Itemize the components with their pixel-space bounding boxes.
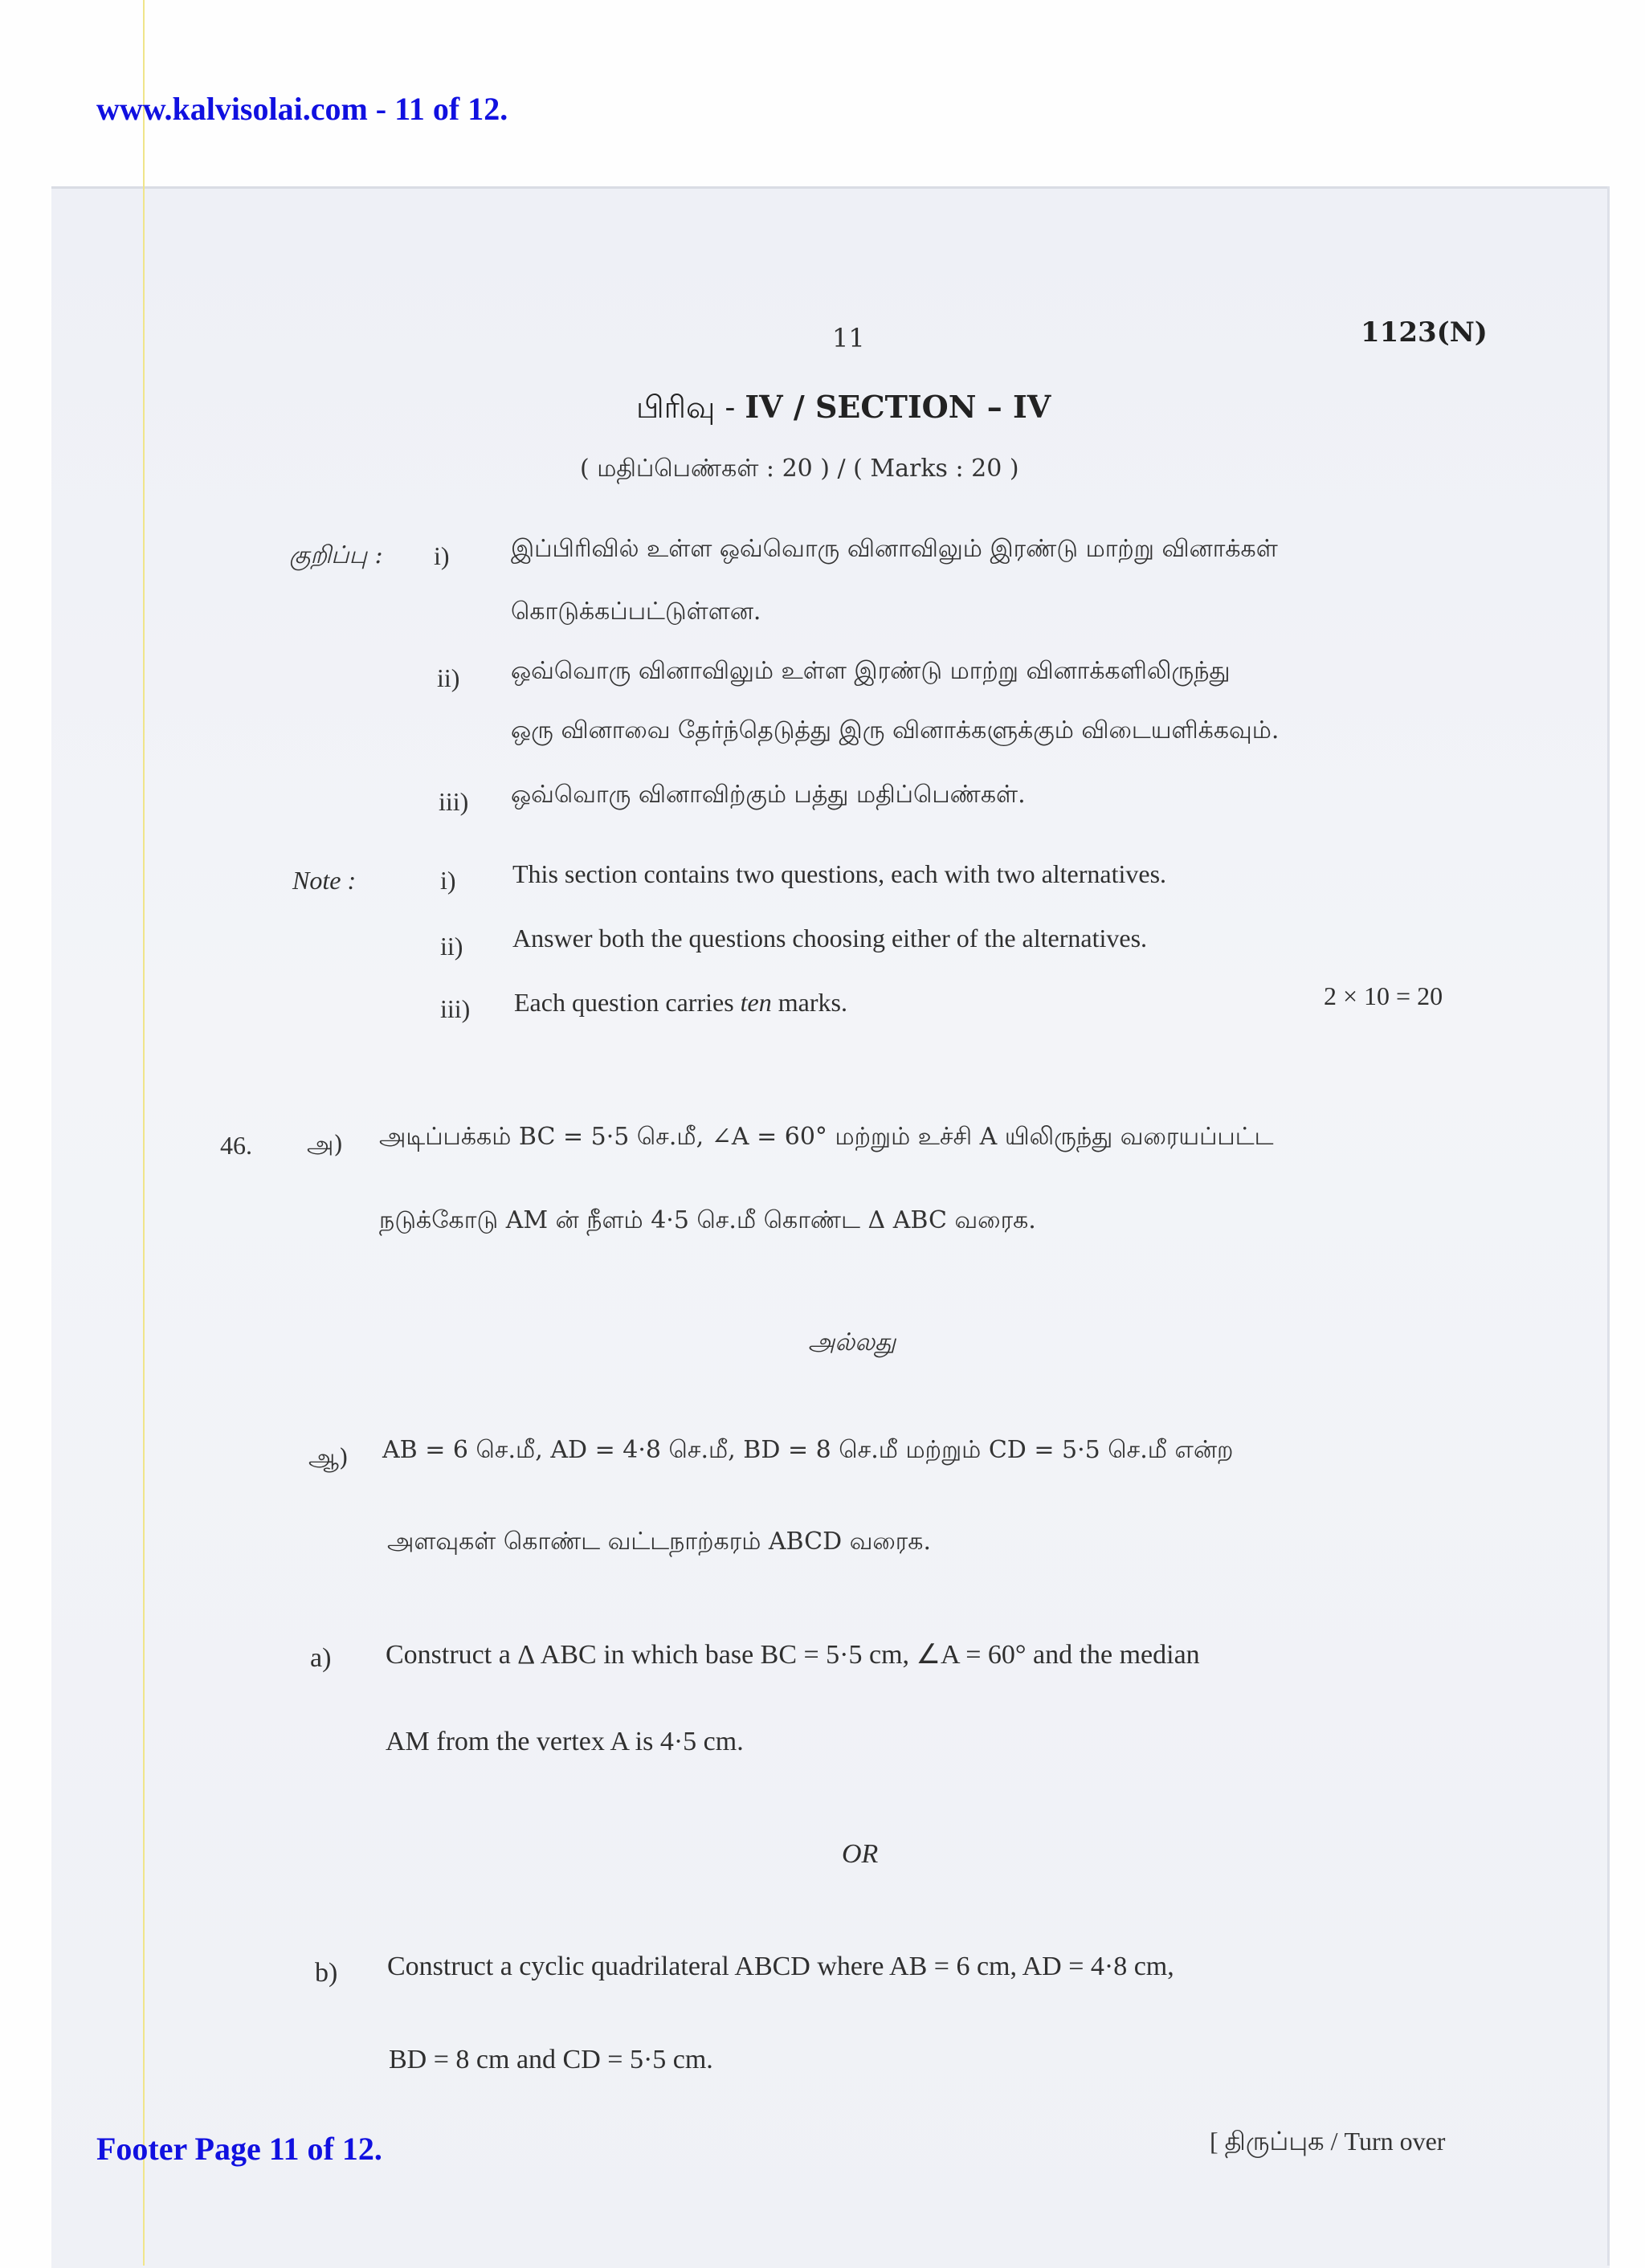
note-en-1-num: i) [440,866,456,895]
q46-a-en-line1: Construct a Δ ABC in which base BC = 5·5 cm, ∠A = 60° and the median [386,1640,1200,1670]
note-en-3-post: marks. [771,988,847,1017]
paper-code: 1123(N) [1361,316,1488,349]
note-ta-2-line2: ஒரு வினாவை தேர்ந்தெடுத்து இரு வினாக்களுக்கும் விடையளிக்கவும். [511,716,1280,744]
q46-a-ta-label: அ) [307,1131,344,1159]
section-title-ta: பிரிவு - [636,390,745,425]
note-en-3-italic: ten [740,988,772,1017]
note-en-3-text [514,988,847,1018]
section-title-en: IV / SECTION – IV [745,389,1051,425]
q46-b-ta-label: ஆ) [308,1444,349,1472]
note-en-2-num: ii) [440,932,463,961]
section-marks: ( மதிப்பெண்கள் : 20 ) / ( Marks : 20 ) [580,455,1019,483]
note-ta-2-line1: ஒவ்வொரு வினாவிலும் உள்ள இரண்டு மாற்று வினாக்களிலிருந்து [511,657,1231,685]
q46-a-en-line2: AM from the vertex A is 4·5 cm. [386,1727,744,1756]
notes-en-label: Note : [292,866,357,895]
turn-over: [ திருப்புக / Turn over [1210,2127,1446,2156]
note-ta-1-line2: கொடுக்கப்பட்டுள்ளன. [511,598,761,626]
site-header: www.kalvisolai.com - 11 of 12. [96,91,508,127]
footer-page: Footer Page 11 of 12. [96,2131,382,2167]
note-ta-2-num: ii) [437,663,460,692]
question-number: 46. [220,1131,252,1160]
q46-a-ta-line2: நடுக்கோடு AM ன் நீளம் 4·5 செ.மீ கொண்ட Δ ABC வரைக. [379,1206,1036,1234]
note-ta-3-line1: ஒவ்வொரு வினாவிற்கும் பத்து மதிப்பெண்கள். [511,781,1026,809]
note-ta-1-num: i) [434,541,450,570]
section-title [636,389,1051,430]
note-en-2-text: Answer both the questions choosing either of the alternatives. [512,924,1148,952]
q46-b-en-line1: Construct a cyclic quadrilateral ABCD where AB = 6 cm, AD = 4·8 cm, [387,1952,1174,1981]
q46-b-en-label: b) [315,1958,338,1988]
note-ta-1-line1: இப்பிரிவில் உள்ள ஒவ்வொரு வினாவிலும் இரண்டு மாற்று வினாக்கள் [511,535,1278,563]
q46-b-en-line2: BD = 8 cm and CD = 5·5 cm. [389,2045,713,2074]
q46-a-ta-line1: அடிப்பக்கம் BC = 5·5 செ.மீ, ∠A = 60° மற்றும் உச்சி A யிலிருந்து வரையப்பட்ட [379,1123,1274,1151]
section-score: 2 × 10 = 20 [1324,981,1443,1010]
q46-b-ta-line2: அளவுகள் கொண்ட வட்டநாற்கரம் ABCD வரைக. [387,1528,932,1556]
q46-b-ta-line1: AB = 6 செ.மீ, AD = 4·8 செ.மீ, BD = 8 செ.மீ மற்றும் CD = 5·5 செ.மீ என்ற [382,1436,1234,1464]
q46-a-en-label: a) [310,1643,332,1673]
note-en-3-pre: Each question carries [514,988,741,1017]
notes-ta-label: குறிப்பு : [289,541,383,569]
sheet-edge [1607,186,1610,2266]
page-number: 11 [832,323,865,353]
note-ta-3-num: iii) [439,787,469,816]
or-en: OR [842,1839,879,1869]
or-ta: அல்லது [808,1328,896,1356]
note-en-1-text: This section contains two questions, each with two alternatives. [512,859,1167,888]
margin-line [143,0,145,2266]
note-en-3-num: iii) [440,994,471,1023]
